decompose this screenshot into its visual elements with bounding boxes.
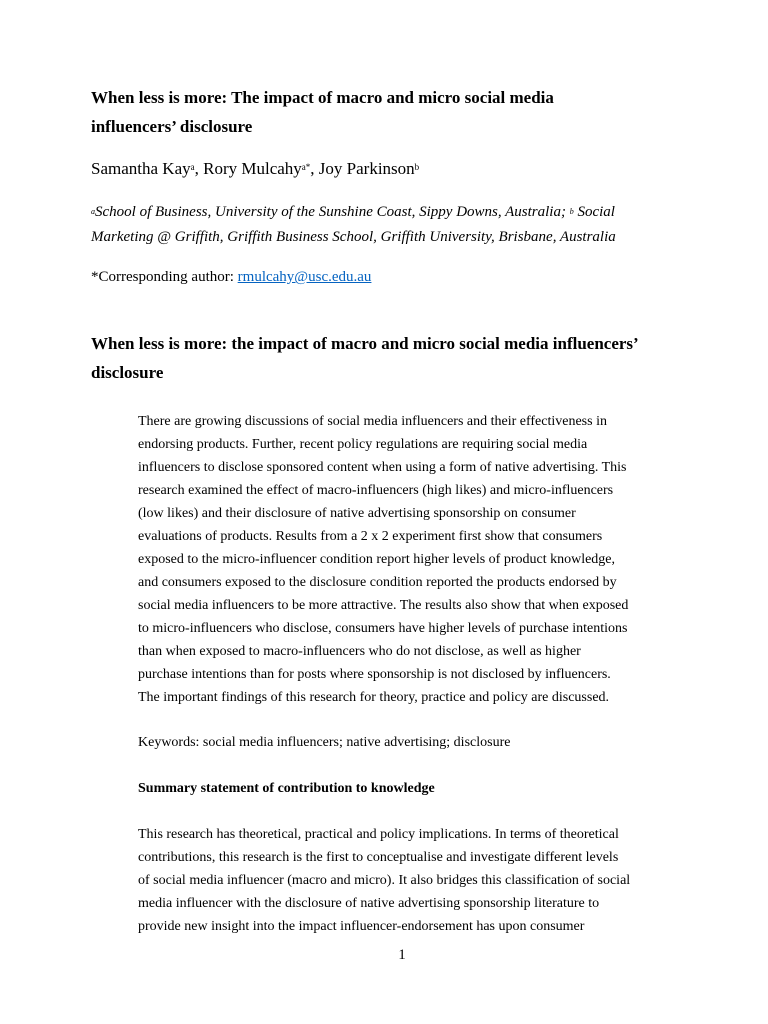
author-affiliation-mark: a*: [301, 162, 311, 172]
author-separator: ,: [310, 159, 319, 178]
summary-heading: Summary statement of contribution to knowledge: [138, 781, 435, 796]
summary-line: contributions, this research is the first to conceptualise and investigate different levels: [138, 850, 619, 865]
abstract-line: There are growing discussions of social media influencers and their effectiveness in: [138, 414, 607, 429]
affiliation-mark: a: [91, 207, 95, 216]
author-name: Joy Parkinson: [318, 159, 415, 178]
affiliation-mark: b: [569, 207, 574, 216]
summary-line: provide new insight into the impact influencer-endorsement has upon consumer: [138, 919, 585, 934]
affiliation-text: School of Business, University of the Sunshine Coast, Sippy Downs, Australia;: [95, 204, 570, 220]
affiliation-text: Marketing @ Griffith, Griffith Business School, Griffith University, Brisbane, Australia: [91, 229, 616, 245]
author-affiliation-mark: b: [414, 162, 420, 172]
author-separator: ,: [194, 159, 204, 178]
title-line: influencers’ disclosure: [91, 117, 253, 136]
affiliations: [91, 200, 691, 250]
author-list: [91, 157, 691, 181]
paper-title: [91, 83, 691, 141]
keywords: Keywords: social media influencers; native advertising; disclosure: [138, 735, 511, 750]
summary-line: This research has theoretical, practical and policy implications. In terms of theoretical: [138, 827, 619, 842]
title-line: When less is more: The impact of macro and micro social media: [91, 88, 554, 107]
page-number: 1: [398, 947, 406, 963]
abstract-line: evaluations of products. Results from a 2 x 2 experiment first show that consumers: [138, 529, 603, 544]
abstract-line: influencers to disclose sponsored content when using a form of native advertising. This: [138, 460, 627, 475]
summary-line: media influencer with the disclosure of native advertising sponsorship literature to: [138, 896, 600, 911]
abstract-line: social media influencers to be more attractive. The results also show that when exposed: [138, 598, 629, 613]
abstract: [138, 410, 648, 709]
author-name: Samantha Kay: [91, 159, 191, 178]
author-affiliation-mark: a: [190, 162, 195, 172]
corresponding-author: [91, 265, 371, 289]
title-line: When less is more: the impact of macro and micro social media influencers’: [91, 334, 639, 353]
abstract-line: endorsing products. Further, recent policy regulations are requiring social media: [138, 437, 588, 452]
corresponding-label: *Corresponding author:: [91, 269, 238, 285]
affiliation-text: Social: [573, 204, 615, 220]
paper-title-repeat: [91, 329, 691, 387]
abstract-line: research examined the effect of macro-influencers (high likes) and micro-influencers: [138, 483, 614, 498]
author-name: Rory Mulcahy: [203, 159, 302, 178]
abstract-line: than when exposed to macro-influencers who do not disclose, as well as higher: [138, 644, 581, 659]
abstract-line: The important findings of this research for theory, practice and policy are discussed.: [138, 690, 610, 705]
summary-statement: [138, 823, 648, 938]
abstract-line: purchase intentions than for posts where sponsorship is not disclosed by influencers.: [138, 667, 611, 682]
title-line: disclosure: [91, 363, 164, 382]
summary-line: of social media influencer (macro and micro). It also bridges this classification of social: [138, 873, 631, 888]
abstract-line: to micro-influencers who disclose, consumers have higher levels of purchase intentions: [138, 621, 628, 636]
corresponding-email-link[interactable]: rmulcahy@usc.edu.au: [237, 269, 372, 285]
abstract-line: (low likes) and their disclosure of native advertising sponsorship on consumer: [138, 506, 576, 521]
abstract-line: and consumers exposed to the disclosure condition reported the products endorsed by: [138, 575, 617, 590]
abstract-line: exposed to the micro-influencer condition report higher levels of product knowledge,: [138, 552, 616, 567]
